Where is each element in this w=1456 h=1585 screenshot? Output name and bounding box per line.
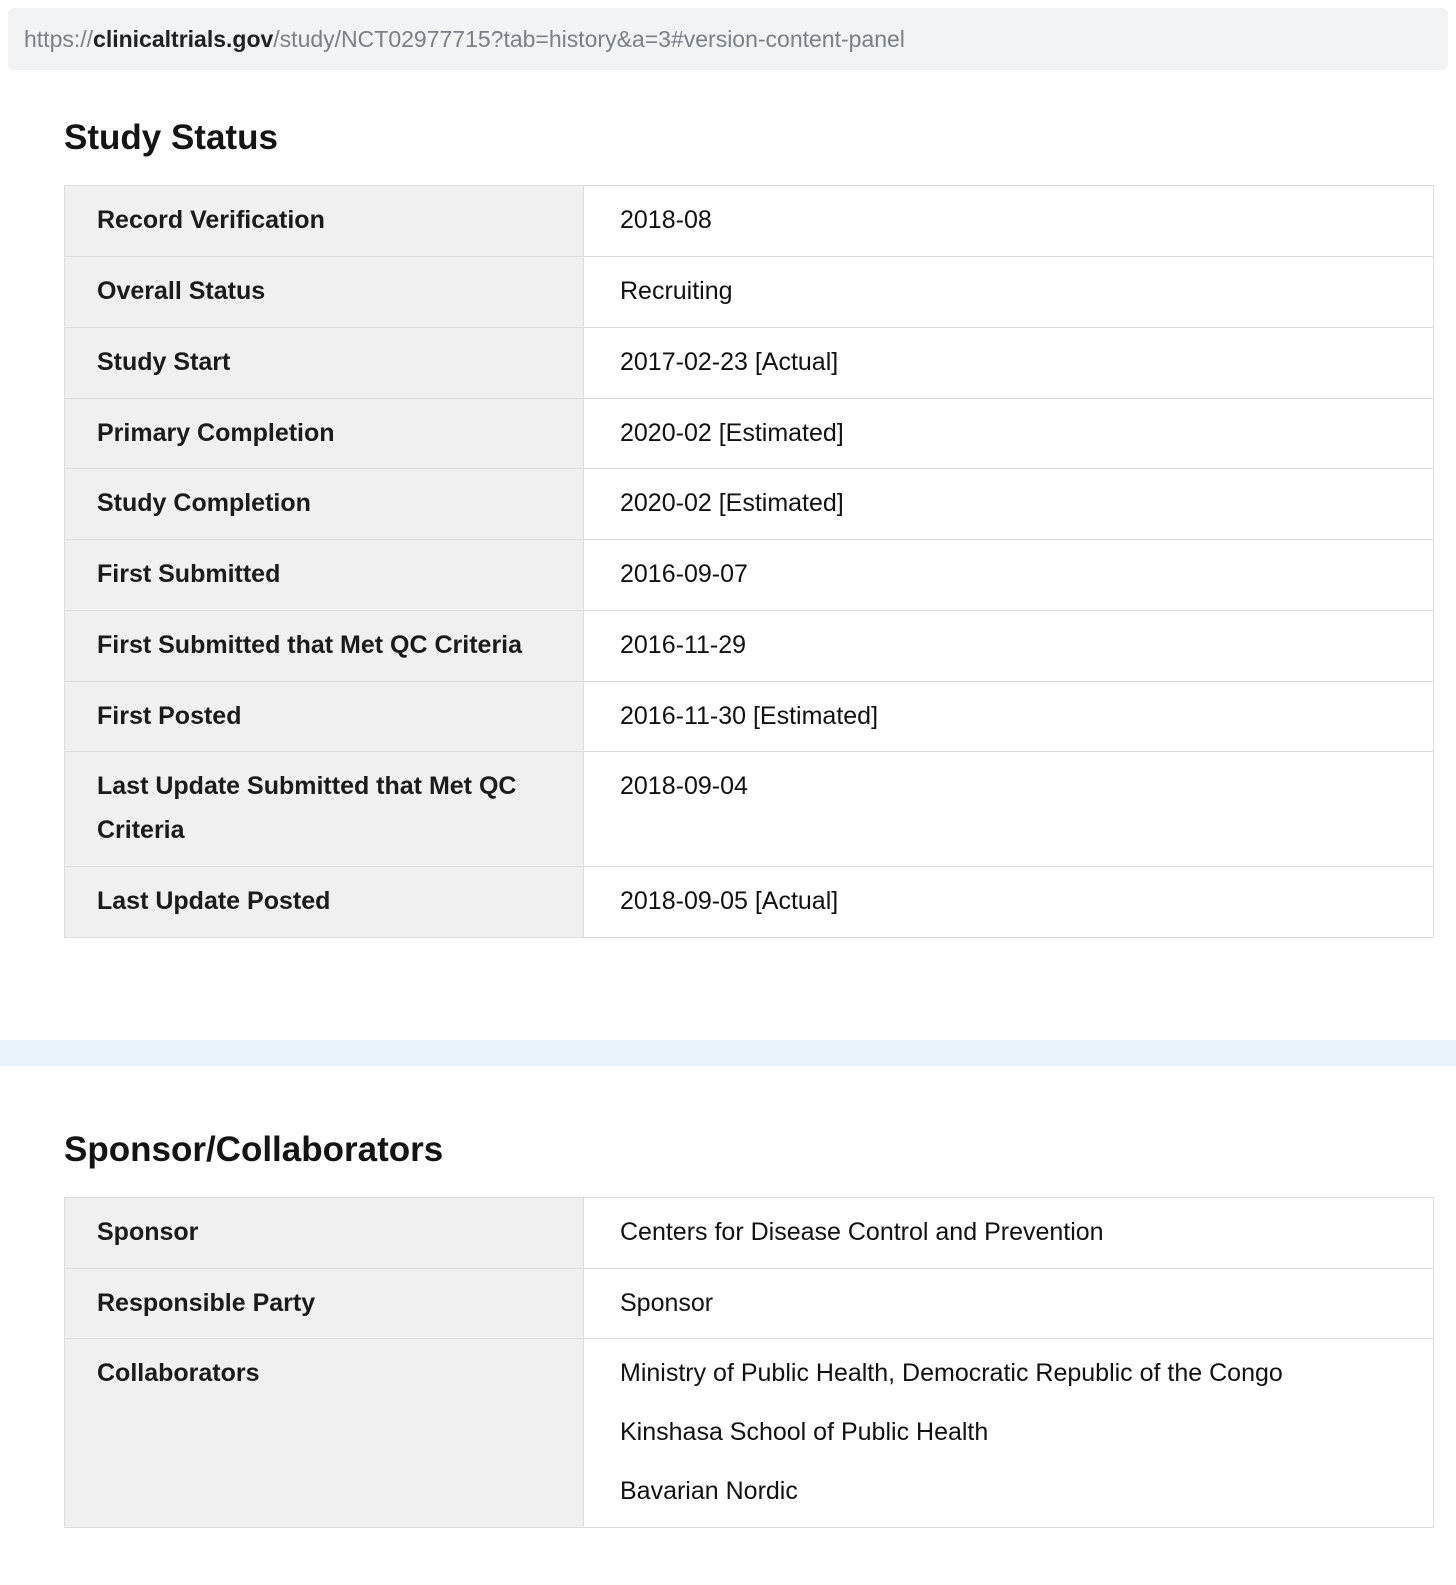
row-label: Record Verification	[65, 186, 584, 257]
row-label: Study Start	[65, 327, 584, 398]
row-label: Sponsor	[65, 1197, 584, 1268]
table-row	[65, 469, 1434, 540]
table-row	[65, 752, 1434, 867]
row-label: Overall Status	[65, 257, 584, 328]
table-row	[65, 1268, 1434, 1339]
table-row	[65, 257, 1434, 328]
url-domain: clinicaltrials.gov	[93, 25, 274, 52]
study-status-table	[64, 185, 1434, 937]
row-value: 2016-11-29	[584, 610, 1434, 681]
study-status-title: Study Status	[64, 118, 278, 157]
collaborator-item: Bavarian Nordic	[620, 1476, 798, 1505]
row-value: 2018-09-04	[584, 752, 1434, 867]
row-value: 2016-09-07	[584, 540, 1434, 611]
row-label: Responsible Party	[65, 1268, 584, 1339]
table-row	[65, 1197, 1434, 1268]
table-row	[65, 681, 1434, 752]
row-label: Last Update Posted	[65, 866, 584, 937]
row-label: First Submitted that Met QC Criteria	[65, 610, 584, 681]
row-label: First Submitted	[65, 540, 584, 611]
row-value: 2018-09-05 [Actual]	[584, 866, 1434, 937]
url-protocol: https://	[24, 25, 94, 52]
row-label: First Posted	[65, 681, 584, 752]
collaborator-item: Ministry of Public Health, Democratic Republic of the Congo	[620, 1359, 1283, 1388]
row-value-collaborators	[584, 1339, 1434, 1527]
table-row	[65, 186, 1434, 257]
address-bar[interactable]	[8, 8, 1448, 70]
study-status-section	[0, 118, 1456, 938]
table-row	[65, 327, 1434, 398]
table-row	[65, 610, 1434, 681]
row-value: 2020-02 [Estimated]	[584, 398, 1434, 469]
table-row	[65, 866, 1434, 937]
row-value: 2016-11-30 [Estimated]	[584, 681, 1434, 752]
row-label: Collaborators	[65, 1339, 584, 1527]
sponsor-collaborators-section	[0, 1130, 1456, 1528]
row-label: Last Update Submitted that Met QC Criteria	[65, 752, 584, 867]
row-value: Sponsor	[584, 1268, 1434, 1339]
row-label: Study Completion	[65, 469, 584, 540]
table-row	[65, 1339, 1434, 1527]
sponsor-collaborators-table	[64, 1197, 1434, 1528]
url-path: /study/NCT02977715?tab=history&a=3#version-content-panel	[273, 25, 905, 52]
row-value: Centers for Disease Control and Prevention	[584, 1197, 1434, 1268]
table-row	[65, 398, 1434, 469]
row-value: 2018-08	[584, 186, 1434, 257]
sponsor-collaborators-title: Sponsor/Collaborators	[64, 1129, 444, 1169]
row-label: Primary Completion	[65, 398, 584, 469]
collaborator-item: Kinshasa School of Public Health	[620, 1418, 989, 1446]
row-value: 2017-02-23 [Actual]	[584, 327, 1434, 398]
row-value: 2020-02 [Estimated]	[584, 469, 1434, 540]
table-row	[65, 540, 1434, 611]
section-divider-band	[0, 1040, 1456, 1066]
row-value: Recruiting	[584, 257, 1434, 328]
